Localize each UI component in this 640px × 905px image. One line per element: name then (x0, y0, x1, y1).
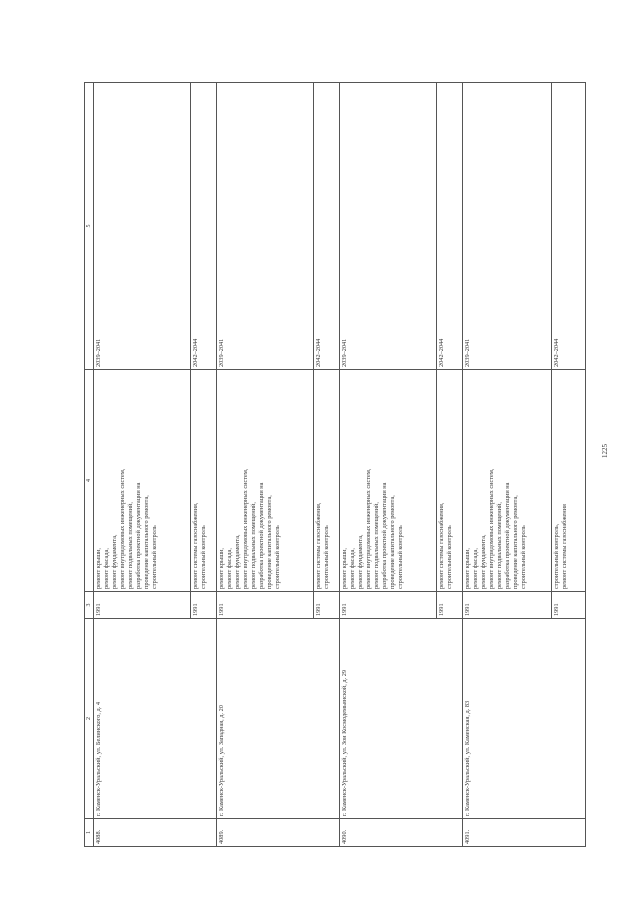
year-cell: 1991 (217, 592, 314, 619)
work-item: ремонт фасада, (472, 548, 479, 589)
period-cell: 2042–2044 (436, 83, 462, 370)
year-cell: 1991 (463, 592, 552, 619)
work-item: разработка проектной документации на (258, 482, 266, 589)
work-item: строительный контроль, (553, 523, 561, 589)
year-cell: 1991 (94, 592, 191, 619)
period-cell: 2042–2044 (313, 83, 339, 370)
works-list-cell (436, 370, 462, 592)
page-number: 1225 (601, 444, 609, 458)
address-cell: г. Каменск-Уральский, ул. Каменская, д. 83 (463, 619, 586, 819)
work-item: строительный контроль (199, 525, 207, 589)
work-item: ремонт крыши, (341, 547, 349, 589)
row-number-cell: 4089. (217, 819, 340, 847)
work-item: ремонт крыши, (95, 547, 103, 589)
column-number-header: 4 (85, 370, 94, 592)
row-number-cell: 4088. (94, 819, 217, 847)
work-item: ремонт подвальных помещений, (373, 502, 381, 589)
work-item: строительный контроль (322, 525, 330, 589)
row-number-cell: 4090. (340, 819, 463, 847)
work-item: ремонт внутридомовых инженерных систем, (488, 468, 495, 589)
work-item: ремонт внутридомовых инженерных систем, (242, 468, 250, 589)
register-table-body (85, 83, 586, 847)
work-item: ремонт фундамента, (234, 534, 242, 589)
work-item: ремонт подвальных помещений, (250, 502, 258, 589)
year-cell: 1991 (340, 592, 437, 619)
column-number-header: 1 (85, 819, 94, 847)
work-item: разработка проектной документации на (135, 482, 143, 589)
table-row (340, 83, 437, 847)
period-cell: 2039–2041 (217, 83, 314, 370)
address-cell: г. Каменск-Уральский, ул. Зои Космодемьянской, д. 29 (340, 619, 463, 819)
work-item: проведение капитального ремонта, (389, 495, 397, 589)
work-item: ремонт системы газоснабжения, (191, 502, 199, 589)
work-item: строительный контроль (445, 525, 453, 589)
works-list-cell (217, 370, 314, 592)
year-cell: 1991 (190, 592, 216, 619)
works-list-cell (340, 370, 437, 592)
work-item: ремонт фундамента, (480, 534, 487, 589)
work-item: ремонт фасада, (349, 548, 357, 589)
works-list-cell (94, 370, 191, 592)
work-item: ремонт подвальных помещений, (127, 502, 135, 589)
work-item: проведение капитального ремонта, (512, 495, 519, 589)
work-item: ремонт крыши, (218, 547, 226, 589)
work-item: разработка проектной документации на (381, 482, 389, 589)
period-cell: 2042–2044 (190, 83, 216, 370)
work-item: ремонт фасада, (226, 548, 234, 589)
work-item: ремонт внутридомовых инженерных систем, (119, 468, 127, 589)
year-cell: 1991 (436, 592, 462, 619)
register-table-wrapper (84, 83, 586, 847)
period-cell: 2039–2041 (94, 83, 191, 370)
column-number-row (85, 83, 94, 847)
year-cell: 1991 (552, 592, 586, 619)
work-item: ремонт фундамента, (357, 534, 365, 589)
work-item: строительный контроль (274, 525, 282, 589)
table-row (94, 83, 191, 847)
column-number-header: 3 (85, 592, 94, 619)
work-item: проведение капитального ремонта, (266, 495, 274, 589)
work-item: ремонт системы газоснабжения, (437, 502, 445, 589)
work-item: строительный контроль (520, 525, 527, 589)
capital-repair-register-table (84, 82, 586, 847)
work-item: ремонт системы газоснабжения (561, 504, 569, 589)
period-cell: 2039–2041 (340, 83, 437, 370)
work-item: ремонт фасада, (103, 548, 111, 589)
address-cell: г. Каменск-Уральский, ул. Белинского, д. 4 (94, 619, 217, 819)
work-item: разработка проектной документации на (504, 482, 511, 589)
works-list-cell (552, 370, 586, 592)
column-number-header: 5 (85, 83, 94, 370)
work-item: ремонт крыши, (464, 547, 471, 589)
column-number-header: 2 (85, 619, 94, 819)
work-item: ремонт фундамента, (111, 534, 119, 589)
works-list-cell (190, 370, 216, 592)
address-cell: г. Каменск-Уральский, ул. Западная, д. 20 (217, 619, 340, 819)
works-list-cell (313, 370, 339, 592)
table-row (463, 83, 552, 847)
table-row (217, 83, 314, 847)
period-cell: 2039–2041 (463, 83, 552, 370)
work-item: строительный контроль (151, 525, 159, 589)
work-item: строительный контроль (397, 525, 405, 589)
work-item: ремонт внутридомовых инженерных систем, (365, 468, 373, 589)
work-item: проведение капитального ремонта, (143, 495, 151, 589)
row-number-cell: 4091. (463, 819, 586, 847)
period-cell: 2042–2044 (552, 83, 586, 370)
works-list-cell (463, 370, 552, 592)
year-cell: 1991 (313, 592, 339, 619)
work-item: ремонт системы газоснабжения, (314, 502, 322, 589)
work-item: ремонт подвальных помещений, (496, 502, 503, 589)
